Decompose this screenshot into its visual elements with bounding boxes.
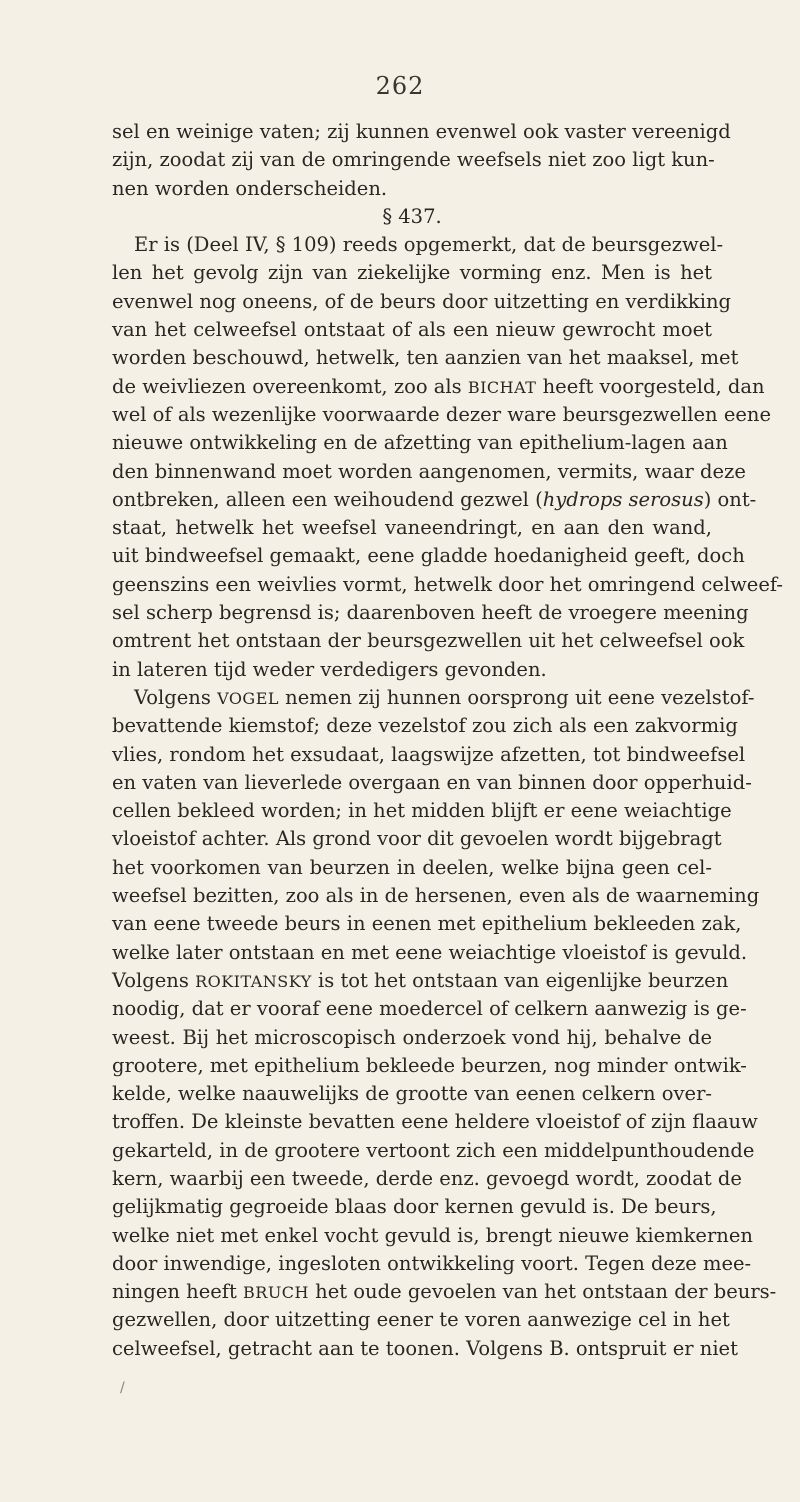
- text-line: [112, 542, 745, 570]
- text-run: ) ont-: [703, 487, 757, 511]
- text-line: [112, 741, 746, 769]
- text-run: het voorkomen van beurzen in deelen, welke bijna geen cel-: [112, 855, 712, 879]
- text-line: [112, 1193, 717, 1221]
- text-line: [112, 259, 712, 287]
- text-run: noodig, dat er vooraf eene moedercel of celkern aanwezig is ge-: [112, 997, 747, 1021]
- text-run: nieuwe ontwikkeling en de afzetting van epithelium-lagen aan: [112, 431, 728, 455]
- text-run: ontbreken, alleen een weihoudend gezwel (: [112, 487, 543, 511]
- text-line: [112, 401, 771, 429]
- author-name: ROKITANSKY: [195, 971, 312, 991]
- text-line: [112, 344, 739, 372]
- text-line: [112, 1108, 758, 1136]
- latin-term: hydrops serosus: [542, 487, 704, 511]
- text-run: Volgens: [112, 968, 196, 992]
- text-line: [112, 797, 732, 825]
- text-run: len het gevolg zijn van ziekelijke vorming enz. Men is het: [112, 261, 712, 285]
- text-run: nen worden onderscheiden.: [112, 176, 388, 200]
- text-run: gekarteld, in de grootere vertoont zich een middelpunthoudende: [112, 1138, 755, 1162]
- text-run: gelijkmatig gegroeide blaas door kernen gevuld is. De beurs,: [112, 1195, 717, 1219]
- text-run: welke niet met enkel vocht gevuld is, brengt nieuwe kiemkernen: [112, 1223, 753, 1247]
- stray-mark: /: [120, 1380, 125, 1396]
- text-run: celweefsel, getracht aan te toonen. Volgens B. ontspruit er niet: [112, 1336, 738, 1360]
- text-line: [112, 627, 745, 655]
- text-run: kelde, welke naauwelijks de grootte van eenen celkern over-: [112, 1082, 712, 1106]
- text-run: in lateren tijd weder verdedigers gevonden.: [112, 657, 547, 681]
- text-line: [112, 684, 755, 712]
- text-line: [112, 1024, 712, 1052]
- text-line: [112, 1278, 777, 1306]
- text-run: uit bindweefsel gemaakt, eene gladde hoedanigheid geeft, doch: [112, 544, 745, 568]
- text-line: [112, 656, 712, 684]
- text-line: [112, 995, 747, 1023]
- text-line: [112, 1137, 755, 1165]
- text-run: cellen bekleed worden; in het midden blijft er eene weiachtige: [112, 799, 732, 823]
- text-run: grootere, met epithelium bekleede beurzen, nog minder ontwik-: [112, 1053, 747, 1077]
- text-run: wel of als wezenlijke voorwaarde dezer ware beursgezwellen eene: [112, 402, 771, 426]
- text-line: [112, 854, 712, 882]
- text-line: [112, 1080, 712, 1108]
- text-line: [112, 231, 724, 259]
- text-line: [112, 118, 731, 146]
- text-line: [112, 1306, 730, 1334]
- author-name: BICHAT: [467, 377, 537, 397]
- text-run: Er is (Deel IV, § 109) reeds opgemerkt, dat de beursgezwel-: [134, 233, 724, 257]
- text-line: [112, 1165, 742, 1193]
- text-run: het oude gevoelen van het ontstaan der beurs-: [308, 1280, 777, 1304]
- text-line: [112, 712, 738, 740]
- text-run: nemen zij hunnen oorsprong uit eene vezelstof-: [278, 685, 755, 709]
- text-run: welke later ontstaan en met eene weiachtige vloeistof is gevuld.: [112, 940, 748, 964]
- text-line: [112, 1335, 738, 1363]
- text-line: [112, 1250, 752, 1278]
- text-line: [112, 571, 783, 599]
- text-line: [112, 373, 765, 401]
- text-run: heeft voorgesteld, dan: [536, 374, 765, 398]
- text-run: troffen. De kleinste bevatten eene heldere vloeistof of zijn flaauw: [112, 1110, 758, 1134]
- text-run: van het celweefsel ontstaat of als een nieuw gewrocht moet: [112, 318, 712, 342]
- text-run: den binnenwand moet worden aangenomen, vermits, waar deze: [112, 459, 746, 483]
- author-name: VOGEL: [217, 688, 279, 708]
- text-run: kern, waarbij een tweede, derde enz. gevoegd wordt, zoodat de: [112, 1166, 742, 1190]
- text-line: [112, 825, 722, 853]
- text-line: [112, 514, 712, 542]
- text-run: Volgens: [134, 685, 218, 709]
- text-run: staat, hetwelk het weefsel vaneendringt, en aan den wand,: [112, 516, 712, 540]
- text-line: [112, 910, 742, 938]
- text-line: [112, 175, 712, 203]
- text-line: [112, 769, 752, 797]
- text-run: vloeistof achter. Als grond voor dit gevoelen wordt bijgebragt: [112, 827, 722, 851]
- text-run: gezwellen, door uitzetting eener te voren aanwezige cel in het: [112, 1308, 730, 1332]
- text-run: omtrent het ontstaan der beursgezwellen uit het celweefsel ook: [112, 629, 745, 653]
- text-run: geenszins een weivlies vormt, hetwelk door het omringend celweef-: [112, 572, 783, 596]
- text-line: [112, 939, 748, 967]
- text-line: [112, 599, 749, 627]
- text-line: [112, 1052, 747, 1080]
- text-line: [112, 882, 760, 910]
- text-run: vlies, rondom het exsudaat, laagswijze afzetten, tot bindweefsel: [112, 742, 746, 766]
- section-heading: § 437.: [382, 204, 442, 228]
- page-number: 262: [375, 72, 425, 100]
- text-run: bevattende kiemstof; deze vezelstof zou zich als een zakvormig: [112, 714, 738, 738]
- text-line: [112, 486, 757, 514]
- text-line: [112, 429, 728, 457]
- text-line: [112, 967, 729, 995]
- text-run: ningen heeft: [112, 1280, 244, 1304]
- text-run: evenwel nog oneens, of de beurs door uitzetting en verdikking: [112, 289, 732, 313]
- text-line: [112, 1222, 753, 1250]
- text-line: [112, 146, 715, 174]
- text-run: van eene tweede beurs in eenen met epithelium bekleeden zak,: [112, 912, 742, 936]
- text-run: sel scherp begrensd is; daarenboven heeft de vroegere meening: [112, 601, 749, 625]
- text-run: en vaten van lieverlede overgaan en van binnen door opperhuid-: [112, 770, 752, 794]
- text-run: worden beschouwd, hetwelk, ten aanzien van het maaksel, met: [112, 346, 739, 370]
- text-run: zijn, zoodat zij van de omringende weefsels niet zoo ligt kun-: [112, 148, 715, 172]
- author-name: BRUCH: [243, 1283, 309, 1303]
- text-line: [112, 316, 712, 344]
- text-run: weefsel bezitten, zoo als in de hersenen, even als de waarneming: [112, 884, 760, 908]
- body-text: [112, 118, 783, 1363]
- text-run: weest. Bij het microscopisch onderzoek vond hij, behalve de: [112, 1025, 712, 1049]
- text-run: door inwendige, ingesloten ontwikkeling voort. Tegen deze mee-: [112, 1251, 752, 1275]
- text-run: de weivliezen overeenkomt, zoo als: [112, 374, 468, 398]
- text-line: [112, 288, 732, 316]
- text-run: is tot het ontstaan van eigenlijke beurzen: [311, 968, 729, 992]
- text-line: [112, 458, 746, 486]
- text-run: sel en weinige vaten; zij kunnen evenwel ook vaster vereenigd: [112, 120, 731, 143]
